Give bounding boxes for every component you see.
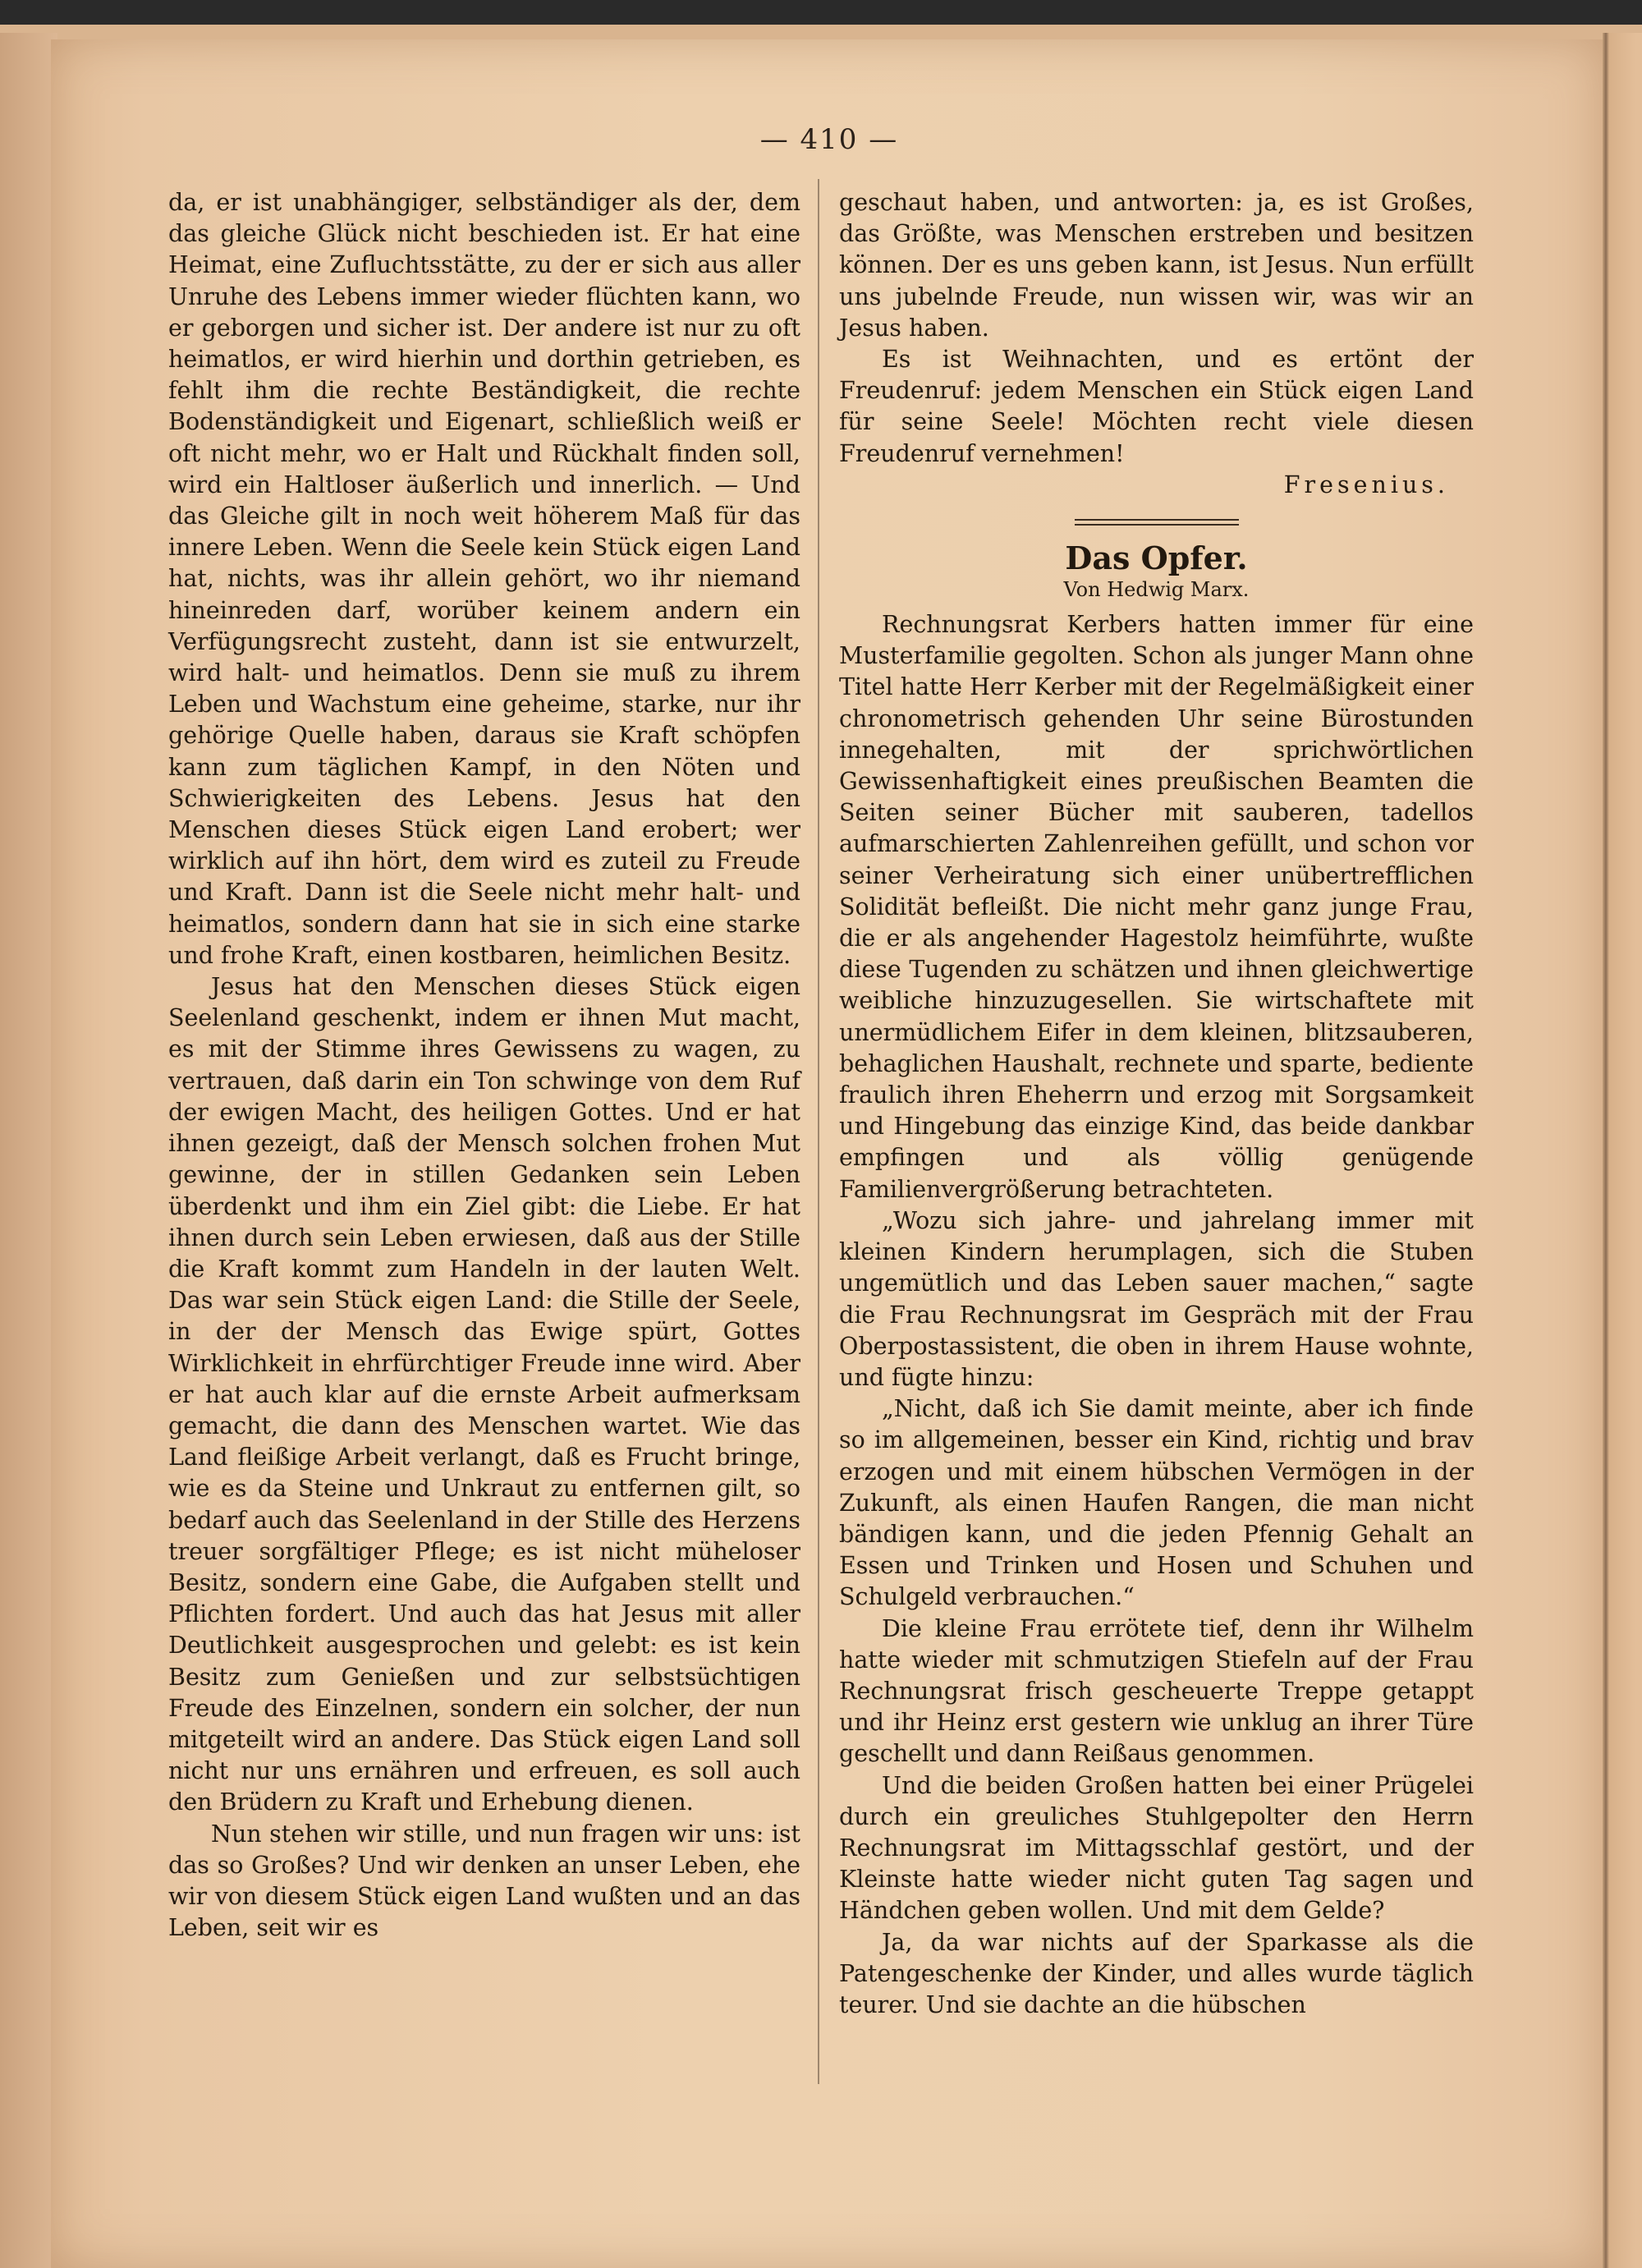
left-column [168, 187, 800, 1944]
right-column [839, 187, 1474, 2021]
story-author: Von Hedwig Marx. [1063, 578, 1250, 602]
story-paragraph-4: Die kleine Frau errötete tief, denn ihr Wilhelm hatte wieder mit schmutzigen Stiefeln auf der Frau Rechnungsrat frisch gescheuerte Treppe getappt und ihr Heinz erst gestern wie unklug an ihrer Türe geschellt und dann Reißaus genommen. [839, 1614, 1474, 1768]
right-paragraph-1: geschaut haben, und antworten: ja, es ist Großes, das Größte, was Menschen erstreben und besitzen können. Der es uns geben kann, ist Jesus. Nun erfüllt uns jubelnde Freude, nun wissen wir, was wir an Jesus haben. [839, 189, 1474, 342]
story-paragraph-2: „Wozu sich jahre- und jahrelang immer mit kleinen Kindern herumplagen, sich die Stuben ungemütlich und das Leben sauer machen,“ sagte die Frau Rechnungsrat im Gespräch mit der Frau Oberpostassistent, die oben in ihrem Hause wohnte, und fügte hinzu: [839, 1206, 1474, 1391]
story-paragraph-1: Rechnungsrat Kerbers hatten immer für eine Musterfamilie gegolten. Schon als junger Mann ohne Titel hatte Herr Kerber mit der Regelmäßigkeit einer chronometrisch gehenden Uhr seine Bürostunden innegehalten, mit der sprichwörtlichen Gewissenhaftigkeit eines preußischen Beamten die Seiten seiner Bücher mit sauberen, tadellos aufmarschierten Zahlenreihen gefüllt, und schon vor seiner Verheiratung sich einer unübertrefflichen Solidität befleißt. Die nicht mehr ganz junge Frau, die er als angehender Hagestolz heimführte, wußte diese Tugenden zu schätzen und ihnen gleichwertige weibliche hinzuzugesellen. Sie wirtschaftete mit unermüdlichem Eifer in dem kleinen, blitzsauberen, behaglichen Haushalt, rechnete und sparte, bediente fraulich ihren Eheherrn und erzog mit Sorgsamkeit und Hingebung das einzige Kind, das beide dankbar empfingen und als völlig genügende Familienvergrößerung betrachteten. [839, 611, 1474, 1203]
left-paragraph-2: Jesus hat den Menschen dieses Stück eigen Seelenland geschenkt, indem er ihnen Mut macht, es mit der Stimme ihres Gewissens zu wagen, zu vertrauen, daß darin ein Ton schwinge von dem Ruf der ewigen Macht, des heiligen Gottes. Und er hat ihnen gezeigt, daß der Mensch solchen frohen Mut gewinne, der in stillen Gedanken sein Leben überdenkt und ihm ein Ziel gibt: die Liebe. Er hat ihnen durch sein Leben erwiesen, daß aus der Stille die Kraft kommt zum Handeln in der lauten Welt. Das war sein Stück eigen Land: die Stille der Seele, in der der Mensch das Ewige spürt, Gottes Wirklichkeit in ehrfürchtiger Freude inne wird. Aber er hat auch klar auf die ernste Arbeit aufmerksam gemacht, die dann des Menschen wartet. Wie das Land fleißige Arbeit verlangt, daß es Frucht bringe, wie es da Steine und Unkraut zu entfernen gilt, so bedarf auch das Seelenland in der Stille des Herzens treuer sorgfältiger Pflege; es ist nicht müheloser Besitz, sondern eine Gabe, die Aufgaben stellt und Pflichten fordert. Und auch das hat Jesus mit aller Deutlichkeit ausgesprochen und gelebt: es ist kein Besitz zum Genießen und zur selbstsüchtigen Freude des Einzelnen, sondern ein solcher, der nun mitgeteilt wird an andere. Das Stück eigen Land soll nicht nur uns ernähren und erfreuen, es soll auch den Brüdern zu Kraft und Erhebung dienen. [168, 973, 800, 1816]
page-gutter-left [0, 33, 57, 2268]
story-paragraph-3: „Nicht, daß ich Sie damit meinte, aber ich finde so im allgemeinen, besser ein Kind, richtig und brav erzogen und mit einem hübschen Vermögen in der Zukunft, als einen Haufen Rangen, die man nicht bändigen kann, und die jeden Pfennig Gehalt an Essen und Trinken und Hosen und Schuhen und Schulgeld verbrauchen.“ [839, 1395, 1474, 1611]
story-paragraph-6: Ja, da war nichts auf der Sparkasse als die Patengeschenke der Kinder, und alles wurde täglich teurer. Und sie dachte an die hübschen [839, 1928, 1474, 2018]
story-title: Das Opfer. [1065, 539, 1248, 577]
page-number: — 410 — [759, 123, 899, 156]
left-paragraph-3: Nun stehen wir stille, und nun fragen wir uns: ist das so Großes? Und wir denken an unser Leben, ehe wir von diesem Stück eigen Land wußten und an das Leben, seit wir es [168, 1820, 800, 1942]
left-paragraph-1: da, er ist unabhängiger, selbständiger als der, dem das gleiche Glück nicht beschieden ist. Er hat eine Heimat, eine Zufluchtsstätte, zu der er sich aus aller Unruhe des Lebens immer wieder flüchten kann, wo er geborgen und sicher ist. Der andere ist nur zu oft heimatlos, er wird hierhin und dorthin getrieben, es fehlt ihm die rechte Beständigkeit, die rechte Bodenständigkeit und Eigenart, schließlich weiß er oft nicht mehr, wo er Halt und Rückhalt finden soll, wird ein Haltloser äußerlich und innerlich. — Und das Gleiche gilt in noch weit höherem Maß für das innere Leben. Wenn die Seele kein Stück eigen Land hat, nichts, was ihr allein gehört, wo ihr niemand hineinreden darf, worüber keinem andern ein Verfügungsrecht zusteht, dann ist sie entwurzelt, wird halt- und heimatlos. Denn sie muß zu ihrem Leben und Wachstum eine geheime, starke, nur ihr gehörige Quelle haben, daraus sie Kraft schöpfen kann zum täglichen Kampf, in den Nöten und Schwierigkeiten des Lebens. Jesus hat den Menschen dieses Stück eigen Land erobert; wer wirklich auf ihn hört, dem wird es zuteil zu Freude und Kraft. Dann ist die Seele nicht mehr halt- und heimatlos, sondern dann hat sie in sich eine starke und frohe Kraft, einen kostbaren, heimlichen Besitz. [168, 189, 800, 969]
story-paragraph-5: Und die beiden Großen hatten bei einer Prügelei durch ein greuliches Stuhlgepolter den Herrn Rechnungsrat im Mittagsschlaf gestört, und der Kleinste hatte wieder nicht guten Tag sagen und Händchen geben wollen. Und mit dem Gelde? [839, 1771, 1474, 1925]
page-edge-right [1603, 33, 1642, 2268]
column-divider [818, 179, 819, 2084]
signature: Fresenius. [1283, 471, 1449, 498]
right-paragraph-2: Es ist Weihnachten, und es ertönt der Freudenruf: jedem Menschen ein Stück eigen Land für seine Seele! Möchten recht viele diesen Freudenruf vernehmen! [839, 346, 1474, 467]
section-separator [1075, 519, 1239, 526]
